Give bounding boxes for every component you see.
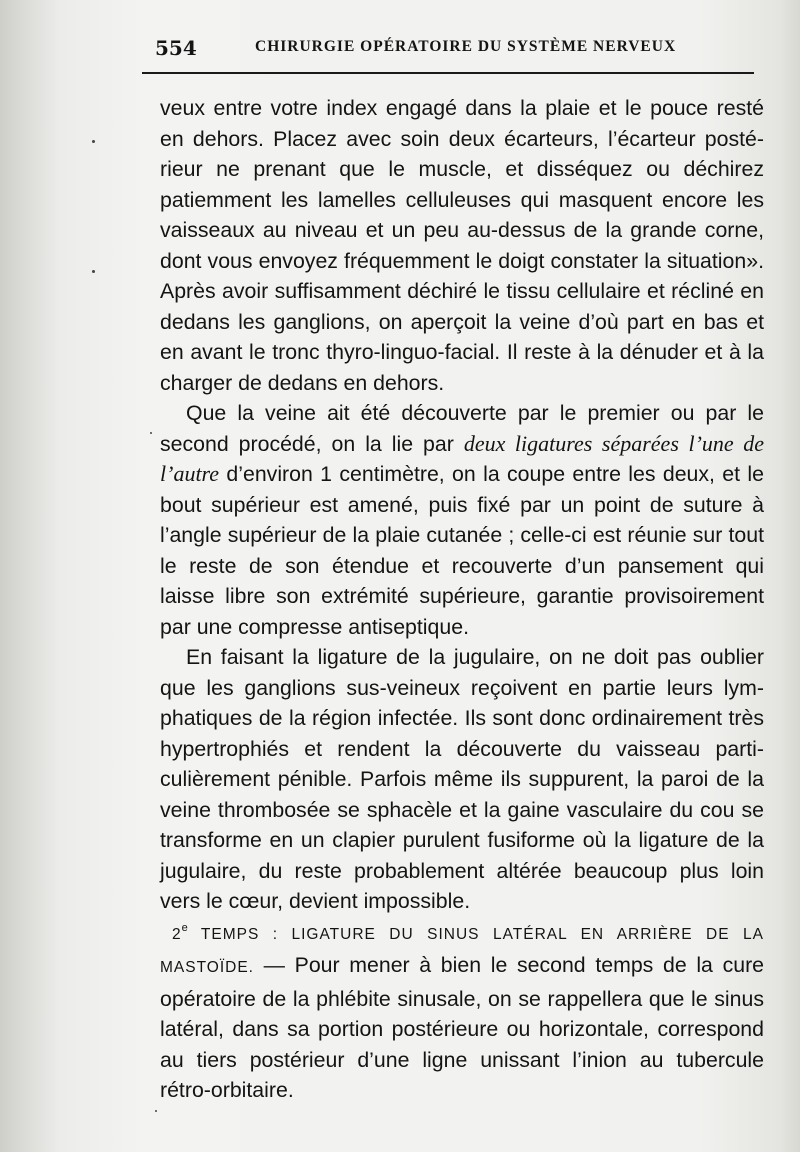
paper-speck <box>92 270 95 273</box>
section-number: 2 <box>172 925 182 943</box>
section-heading: TEMPS : LIGATURE DU SINUS LATÉRAL EN ARRIÈRE DE LA MASTOÏDE. <box>160 925 764 976</box>
paper-speck <box>150 432 152 434</box>
paragraph-4 <box>160 917 764 1106</box>
paragraph-2-start: Que la veine ait été découverte par le premier ou par le second procédé, on la lie par <box>160 401 764 456</box>
section-text: — Pour mener à bien le second temps de la cure opératoire de la phlébite sinusale, on se rappellera que le sinus latéral, dans sa portion postérieure ou horizontale, correspond au tiers postérieur d’une ligne unissant l’inion au tubercule rétro-orbitaire. <box>160 953 764 1102</box>
paragraph-2-end: d’environ 1 centimètre, on la coupe entre les deux, et le bout supérieur est amené, puis fixé par un point de suture à l’angle supérieur de la plaie cutanée ; celle-ci est réunie sur tout le reste de son étendue et recouverte d’un pansement qui laisse libre son extrémité supérieure, garantie provisoirement par une compresse antiseptique. <box>160 462 764 639</box>
page-number: 554 <box>155 36 197 60</box>
paragraph-1: veux entre votre index engagé dans la plaie et le pouce resté en dehors. Placez avec soin deux écarteurs, l’écarteur postérieur ne prenant que le muscle, et disséquez ou déchirez patiemment les lamelles celluleuses qui masquent encore les vaisseaux au niveau et un peu au-dessus de la grande corne, dont vous envoyez fréquemment le doigt constater la situation». Après avoir suffisamment déchiré le tissu cellulaire et récliné en dedans les ganglions, on aperçoit la veine d’où part en bas et en avant le tronc thyro-linguo-facial. Il reste à la dénuder et à la charger de dedans en dehors. <box>160 96 764 395</box>
paper-speck <box>92 140 95 143</box>
section-number-superscript: e <box>181 921 188 934</box>
paragraph-2 <box>160 398 764 642</box>
body-text <box>160 93 764 1106</box>
running-head: CHIRURGIE OPÉRATOIRE DU SYSTÈME NERVEUX <box>255 38 677 55</box>
paragraph-2-italic: deux ligatures séparées l’une de l’autre <box>160 430 764 486</box>
header-rule <box>142 72 754 74</box>
paragraph-3: En faisant la ligature de la jugulaire, on ne doit pas oublier que les ganglions sus-veineux reçoivent en partie leurs lymphatiques de la région infectée. Ils sont donc ordinairement très hypertrophiés et rendent la découverte du vaisseau particulièrement pénible. Parfois même ils suppurent, la paroi de la veine thrombosée se sphacèle et la gaine vasculaire du cou se transforme en un clapier purulent fusiforme où la ligature de la jugulaire, du reste probablement altérée beaucoup plus loin vers le cœur, devient impossible. <box>160 645 764 913</box>
paper-speck <box>155 1110 157 1112</box>
page-header <box>155 32 755 62</box>
